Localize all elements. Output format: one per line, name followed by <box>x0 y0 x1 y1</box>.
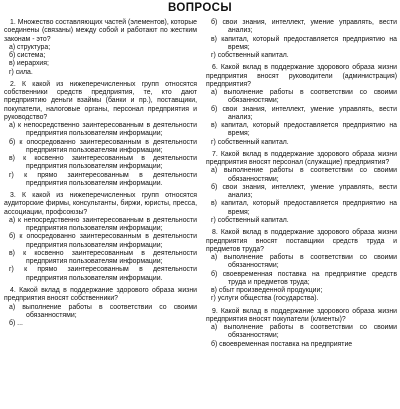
question-text: 9. Какой вклад в поддержание здорового образа жизни предприятия вносят покупатели (клиенты)? <box>206 307 397 323</box>
answer-option: г) собственный капитал. <box>211 216 289 224</box>
answer-option: б) свои знания, интеллект, умение управлять, вести анализ; <box>211 19 397 35</box>
answer-option: в) к косвенно заинтересованным в деятельности предприятия пользователям информации; <box>9 155 197 171</box>
answer-option: г) сила. <box>9 68 33 76</box>
answer-option: в) сбыт произведенной продукции; <box>211 287 323 295</box>
answer-option: б) к опосредованно заинтересованным в деятельности предприятия пользователям информации; <box>9 233 197 249</box>
answer-option: в) капитал, который предоставляется предприятию на время; <box>211 122 397 138</box>
answer-option: г) услуги общества (государства). <box>211 295 319 303</box>
question-3 <box>4 192 197 283</box>
question-text: 8. Какой вклад в поддержание здорового образа жизни предприятия вносят поставщики средств труда и предметов труда? <box>206 229 397 253</box>
answer-option: а) выполнение работы в соответствии со своими обязанностями; <box>9 303 197 319</box>
answer-option: б) к опосредованно заинтересованным в деятельности предприятия пользователям информации; <box>9 138 197 154</box>
question-9 <box>206 308 397 349</box>
answer-option: б) своевременная поставка на предприятие средств труда и предметов труда; <box>211 270 397 286</box>
answer-option: в) капитал, который предоставляется предприятию на время; <box>211 35 397 51</box>
answer-option: в) капитал, который предоставляется предприятию на время; <box>211 200 397 216</box>
question-5-continued <box>206 19 397 60</box>
answer-option: а) к непосредственно заинтересованным в деятельности предприятия пользователям информации; <box>9 216 197 233</box>
question-text: 1. Множество составляющих частей (элементов), которые соединены (связаны) между собой и работают по жестким законам - это? <box>4 19 197 43</box>
question-6 <box>206 64 397 147</box>
answer-option: а) выполнение работы в соответствии со своими обязанностями; <box>211 167 397 183</box>
page-title: ВОПРОСЫ <box>167 2 233 14</box>
answer-option: в) к косвенно заинтересованным в деятельности предприятия пользователям информации; <box>9 249 197 266</box>
question-text: 4. Какой вклад в поддержание здорового образа жизни предприятия вносят собственники? <box>4 287 197 303</box>
answer-option: а) выполнение работы в соответствии со своими обязанностями; <box>211 254 397 270</box>
question-text: 2. К какой из нижеперечисленных групп относятся собственники средств предприятия, те, кто дают предприятию деньги взаймы (банки и пр.), поставщики, покупатели, налоговые органы, персонал предприятия и руководство? <box>4 80 197 121</box>
right-column <box>206 19 397 353</box>
answer-option: а) выполнение работы в соответствии со своими обязанностями; <box>211 324 397 340</box>
question-2 <box>4 81 197 188</box>
answer-option: б) свои знания, интеллект, умение управлять, вести анализ; <box>211 183 397 200</box>
answer-option: в) иерархия; <box>9 60 49 68</box>
question-7 <box>206 151 397 225</box>
question-text: 7. Какой вклад в поддержание здорового образа жизни предприятия вносят персонал (служащие) предприятия? <box>206 150 397 167</box>
question-1 <box>4 19 197 77</box>
question-8 <box>206 229 397 303</box>
question-4 <box>4 287 197 328</box>
answer-option: а) структура; <box>9 43 51 51</box>
answer-option: а) выполнение работы в соответствии со своими обязанностями; <box>211 89 397 105</box>
answer-option: б) свои знания, интеллект, умение управлять, вести анализ; <box>211 105 397 121</box>
answer-option: б) ... <box>9 320 23 328</box>
answer-option: б) своевременная поставка на предприятие <box>211 340 353 348</box>
left-column <box>4 19 197 332</box>
answer-option: а) к непосредственно заинтересованным в деятельности предприятия пользователям информации; <box>9 122 197 138</box>
answer-option: г) собственный капитал. <box>211 52 289 59</box>
answer-option: г) к прямо заинтересованным в деятельности предприятия пользователям информации. <box>9 171 197 187</box>
answer-option: б) система; <box>9 52 46 59</box>
question-text: 3. К какой из нижеперечисленных групп относятся аудиторские фирмы, консультанты, биржи, юристы, пресса, ассоциации, профсоюзы? <box>4 192 197 216</box>
question-text: 6. Какой вклад в поддержание здорового образа жизни предприятия вносят руководители (администрация) предприятия? <box>206 64 397 88</box>
answer-option: г) собственный капитал. <box>211 138 289 146</box>
answer-option: г) к прямо заинтересованным в деятельности предприятия пользователям информации. <box>9 266 197 282</box>
